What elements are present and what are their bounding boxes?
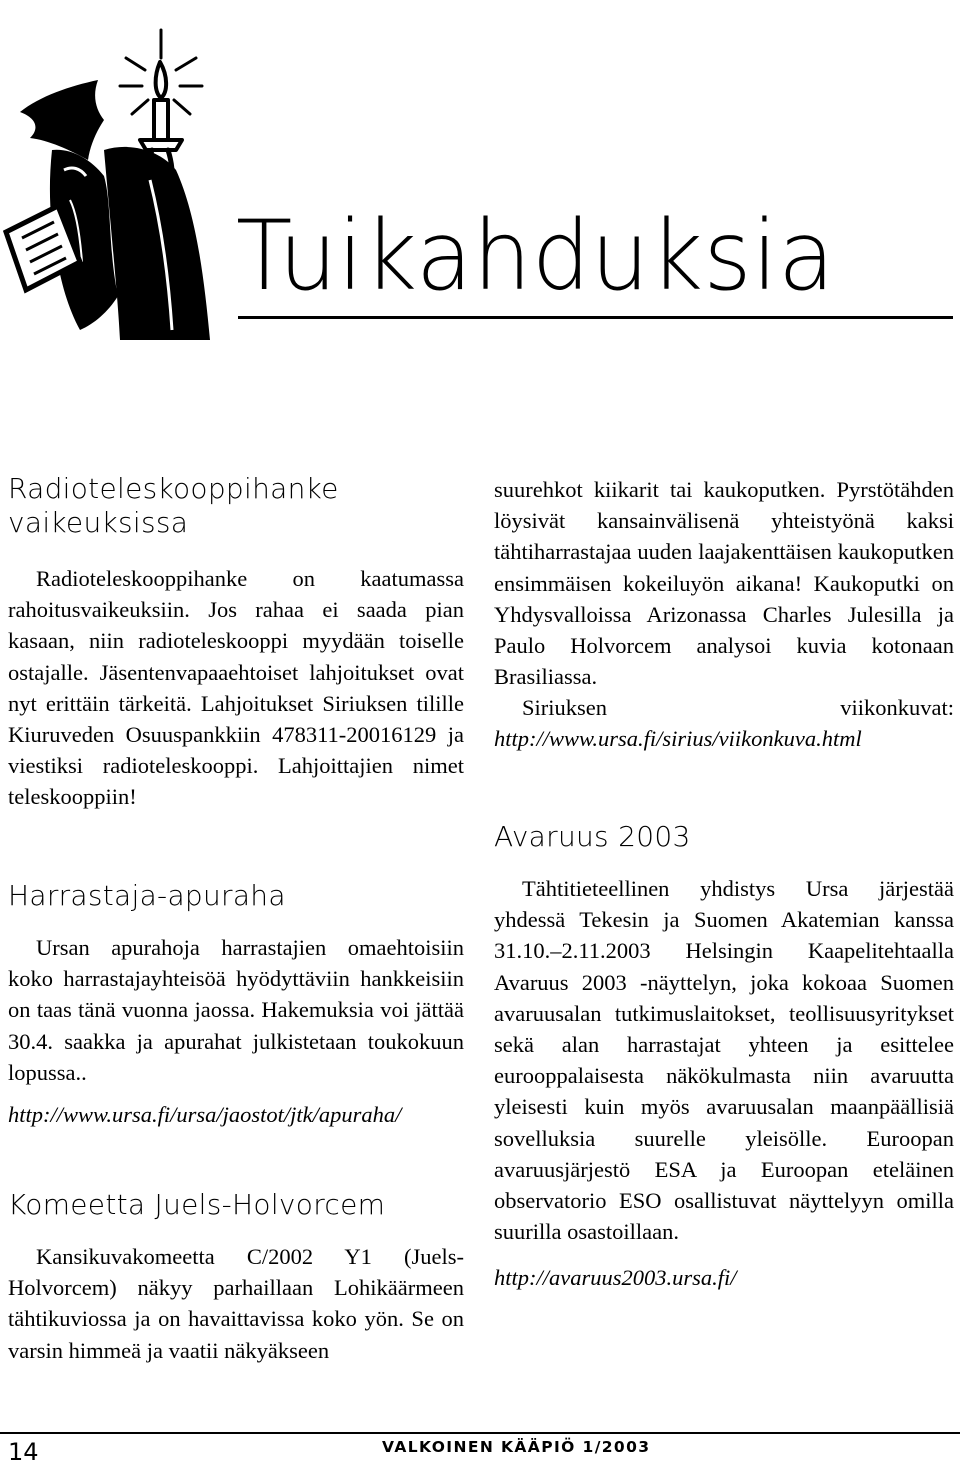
page-title: Tuikahduksia	[236, 200, 836, 312]
section-body-komeetta: Kansikuvakomeetta C/2002 Y1 (Juels-Holvorcem) näkyy parhaillaan Lohikäärmeen tähtikuviossa ja on havaittavissa koko yön. Se on varsin himmeä ja vaatii näkyäkseen	[8, 1244, 464, 1363]
viikonkuvat-paragraph	[494, 692, 954, 754]
apuraha-link[interactable]: http://www.ursa.fi/ursa/jaostot/jtk/apuraha/	[8, 1102, 402, 1127]
avaruus-link[interactable]: http://avaruus2003.ursa.fi/	[494, 1265, 737, 1290]
viikonkuvat-label: Siriuksen viikonkuvat:	[522, 695, 954, 720]
section-body-radioteleskooppi: Radioteleskooppihanke on kaatumassa rahoitusvaikeuksiin. Jos rahaa ei saada pian kasaan, niin radioteleskooppi myydään toiselle ostajalle. Jäsentenvapaaehtoiset lahjoitukset ovat nyt erittäin tärkeitä. Lahjoitukset Siriuksen tilille Kiuruveden Osuuspankkiin 478311-20016129 ja viestiksi radioteleskooppi. Lahjoittajien nimet teleskooppiin!	[8, 566, 464, 810]
section-heading-apuraha: Harrastaja-apuraha	[8, 879, 286, 912]
wizard-with-candle-icon	[0, 0, 235, 350]
footer-divider	[0, 1432, 960, 1434]
section-heading-avaruus: Avaruus 2003	[494, 820, 691, 853]
magazine-issue: VALKOINEN KÄÄPIÖ 1/2003	[382, 1438, 651, 1456]
page-number: 14	[8, 1438, 39, 1466]
viikonkuvat-link[interactable]: http://www.ursa.fi/sirius/viikonkuva.html	[494, 726, 862, 752]
section-heading-radioteleskooppi: Radioteleskooppihanke vaikeuksissa	[8, 472, 339, 539]
section-body-apuraha: Ursan apurahoja harrastajien omaehtoisiin koko harrastajayhteisöä hyödyttäviin hankkeisiin on taas tänä vuonna jaossa. Hakemuksia voi jättää 30.4. saakka ja apurahat julkistetaan toukokuun lopussa..	[8, 935, 464, 1085]
section-body-avaruus: Tähtitieteellinen yhdistys Ursa järjestää yhdessä Tekesin ja Suomen Akatemian kanssa 31.10.–2.11.2003 Helsingin Kaapelitehtaalla Avaruus 2003 -näyttelyn, joka kokoaa Suomen avaruusalan tutkimuslaitokset, teollisuusyritykset sekä alan harrastajat yhteen ja esittelee eurooppalaisesta näkökulmasta niin avaruutta yleisesti kuin myös avaruusalan maanpäällisiä sovelluksia suurelle yleisölle. Euroopan avaruusjärjestö ESA ja Euroopan eteläinen observatorio ESO osallistuvat näyttelyyn omilla suurilla osastoillaan.	[494, 876, 954, 1245]
section-heading-komeetta: Komeetta Juels-Holvorcem	[8, 1188, 386, 1221]
section-body-komeetta-continued: suurehkot kiikarit tai kaukoputken. Pyrstötähden löysivät kansainvälisenä yhteistyönä kaksi tähtiharrastajaa uuden laajakenttäisen kaukoputken ensimmäisen kokeiluyön aikana! Kaukoputki on Yhdysvalloissa Arizonassa Charles Julesilla ja Paulo Holvorcem analysoi kuvia kotonaan Brasiliassa.	[494, 477, 954, 690]
title-divider	[238, 316, 953, 319]
